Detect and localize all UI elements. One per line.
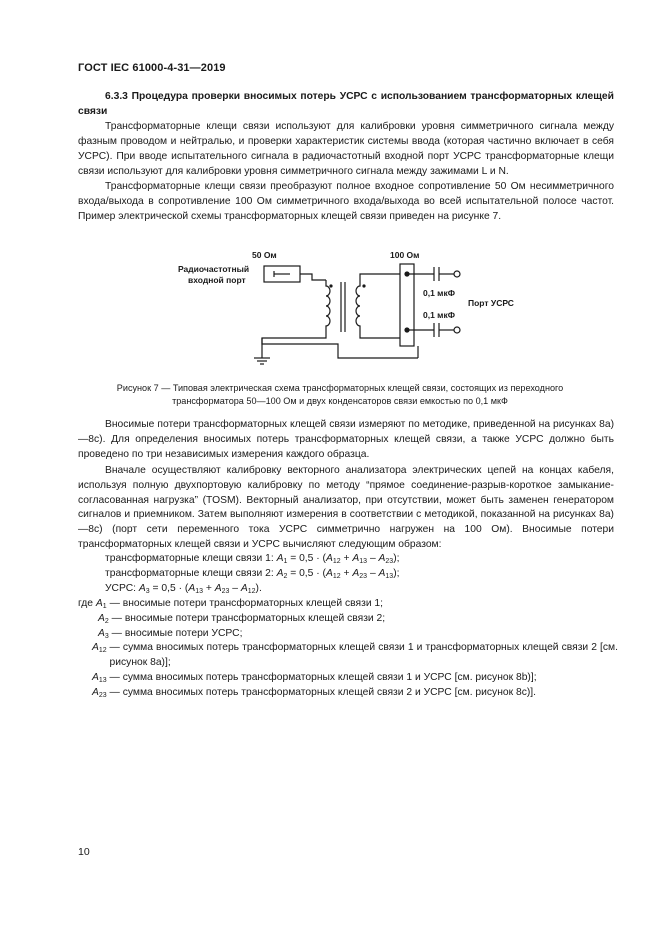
- paragraph-4: Вначале осуществляют калибровку векторного анализатора электрических цепей на концах кабеля, используя полную двухпортовую калибровку по методу “прямое соединение-разрыв-короткое замыкание-согласованная нагрузка” (TOSM). Векторный анализатор, при отсутствии, может быть заменен генератором сигналов и приемником. Затем выполняют измерения в соответствии с методикой, показанной на рисунках 8a)—8c) (порт сети переменного тока УСРС симметрично нагружен на 100 Ом). Вносимые потери трансформаторных клещей связи и УСРС вычисляют следующим образом:: [78, 464, 614, 551]
- label-rf-port-line2: входной порт: [188, 275, 246, 285]
- where-lead: где: [78, 597, 94, 609]
- document-header: ГОСТ IEC 61000-4-31—2019: [78, 62, 226, 74]
- where-a2: $A_2$ — вносимые потери трансформаторных клещей связи 2;: [98, 612, 386, 625]
- body-text: [78, 418, 614, 553]
- where-a13: $A_{13}$ — сумма вносимых потерь трансформаторных клещей связи 1 и УСРС [см. рисунок 8b)];: [92, 672, 537, 685]
- label-cap-top: 0,1 мкФ: [423, 288, 455, 298]
- circuit-diagram: [178, 246, 518, 376]
- label-cap-bottom: 0,1 мкФ: [423, 310, 455, 320]
- where-a23: $A_{23}$ — сумма вносимых потерь трансформаторных клещей связи 2 и УСРС [см. рисунок 8c)].: [92, 687, 536, 700]
- formulas-block: [78, 552, 618, 701]
- formula-1: трансформаторные клещи связи 1: $A_1 = 0,5 \cdot (A_{12} + A_{13} - A_{23})$;: [105, 553, 400, 565]
- formula-2-label: трансформаторные клещи связи 2:: [105, 567, 274, 579]
- paragraph-2: Трансформаторные клещи связи преобразуют полное входное сопротивление 50 Ом несимметричного входа/выхода в сопротивление 100 Ом симметричного входа/выхода во всей испытательной полосе частот. Пример электрической схемы трансформаторных клещей связи приведен на рисунке 7.: [78, 181, 614, 223]
- where-a3: $A_3$ — вносимые потери УСРС;: [98, 627, 243, 640]
- paragraph-3: Вносимые потери трансформаторных клещей связи измеряют по методике, приведенной на рисунках 8a)—8c). Для определения вносимых потерь трансформаторных клещей связи, а также УСРС должно быть проведено по три независимых измерения каждого образца.: [78, 419, 614, 460]
- formula-3: УСРС: $A_3 = 0,5 \cdot (A_{13} + A_{23} - A_{12})$.: [105, 582, 262, 595]
- figure-7-circuit: [178, 246, 518, 376]
- where-a1: где $A_1$ — вносимые потери трансформаторных клещей связи 1;: [78, 597, 384, 610]
- label-50-ohm: 50 Ом: [252, 250, 277, 260]
- where-a12: $A_{12}$ — сумма вносимых потерь трансформаторных клещей связи 1 и трансформаторных клещей связи 2 [см. рисунок 8a)];: [92, 642, 618, 669]
- label-rf-port-line1: Радиочастотный: [178, 264, 250, 274]
- label-100-ohm: 100 Ом: [390, 250, 420, 260]
- page-number: 10: [78, 846, 90, 858]
- label-usrs-port: Порт УСРС: [468, 298, 514, 308]
- formula-3-label: УСРС:: [105, 582, 137, 594]
- formula-2: трансформаторные клещи связи 2: $A_2 = 0,5 \cdot (A_{12} + A_{23} - A_{13})$;: [105, 567, 400, 580]
- formula-1-label: трансформаторные клещи связи 1:: [105, 553, 274, 564]
- section-title: 6.3.3 Процедура проверки вносимых потерь УСРС с использованием трансформаторных клещей связи: [78, 91, 614, 117]
- figure-caption: Рисунок 7 — Типовая электрическая схема трансформаторных клещей связи, состоящих из переходного трансформатора 50—100 Ом и двух конденсаторов связи емкостью по 0,1 мкФ: [116, 383, 564, 407]
- section-6-3-3: [78, 90, 614, 225]
- paragraph-1: Трансформаторные клещи связи используют для калибровки уровня симметричного сигнала между фазным проводом и нейтралью, и проверки характеристик системы ввода (которая частично включает в себя УСРС). При вводе испытательного сигнала в радиочастотный входной порт УСРС трансформаторные клещи связи используют для калибровки уровня симметричного сигнала между зажимами L и N.: [78, 120, 614, 177]
